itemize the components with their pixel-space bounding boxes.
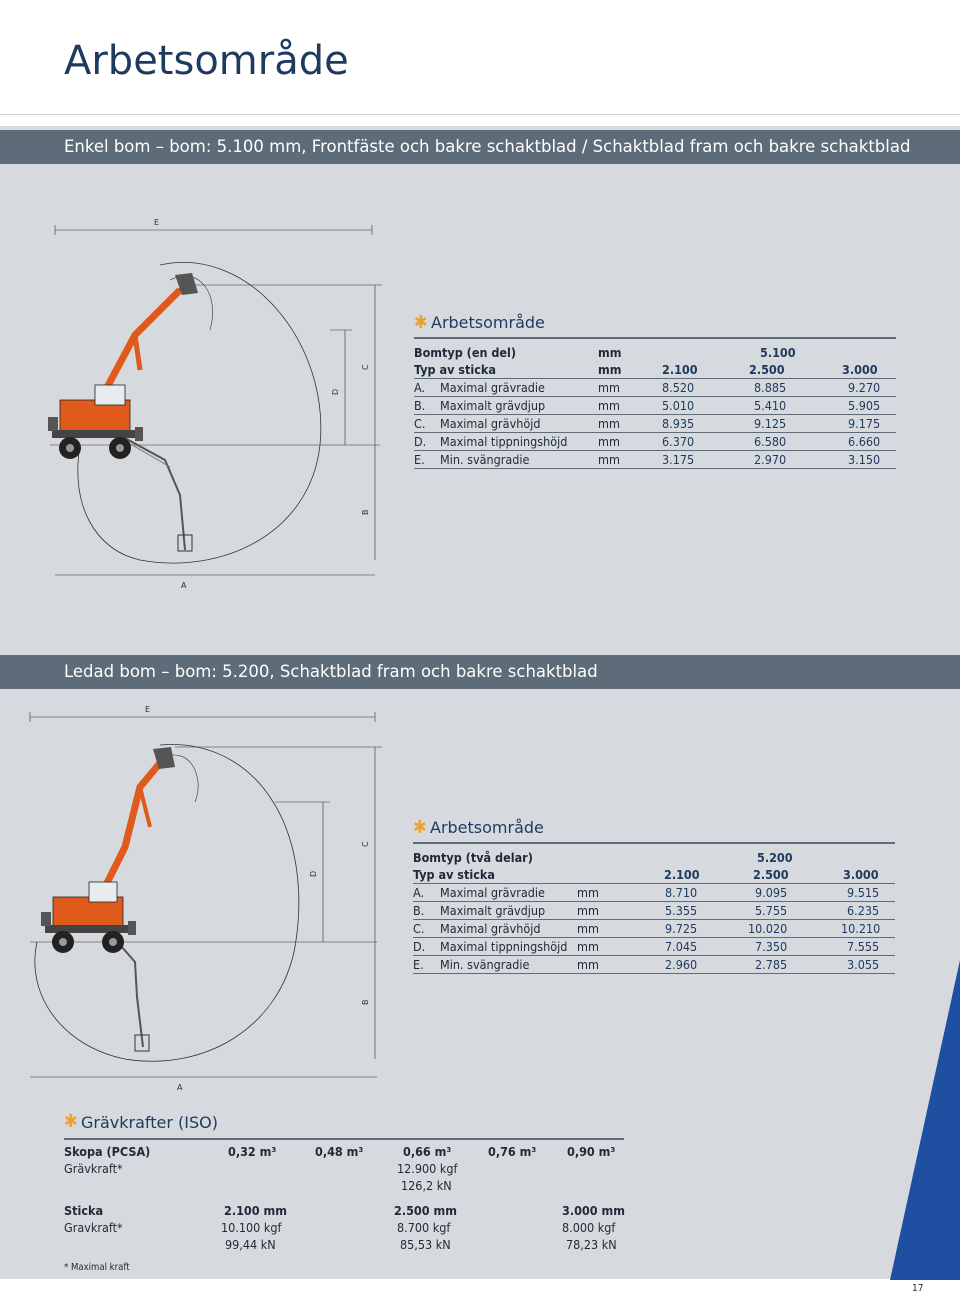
- digging-forces-rule: [64, 1138, 624, 1140]
- working-range-diagram-articulated-boom: [25, 697, 385, 1102]
- spec-row-b: [413, 902, 895, 920]
- spec-row-boom: [413, 849, 895, 866]
- spec-row-stick: [414, 361, 896, 379]
- spec-table-single-boom: [414, 313, 896, 469]
- row-letter: D.: [413, 939, 426, 954]
- stick-unit: mm: [598, 362, 622, 377]
- row-value: 8.710: [665, 885, 698, 900]
- stick-force-kn-row: [64, 1236, 624, 1253]
- row-value: 3.175: [662, 452, 695, 467]
- row-value: 8.935: [662, 416, 695, 431]
- bucket-size: 0,90 m³: [567, 1144, 616, 1159]
- row-value: 9.095: [755, 885, 788, 900]
- corner-accent-shape: [880, 960, 960, 1280]
- bucket-size: 0,76 m³: [488, 1144, 537, 1159]
- row-label: Maximalt grävdjup: [440, 398, 546, 413]
- stick-value: 2.500: [749, 362, 785, 377]
- dim-label-c: C: [361, 364, 370, 370]
- stick-force-kn: 85,53 kN: [400, 1237, 451, 1252]
- digging-forces-table: [64, 1112, 624, 1253]
- row-letter: C.: [413, 921, 425, 936]
- row-letter: E.: [414, 452, 425, 467]
- stick-size-row: [64, 1202, 624, 1219]
- bucket-force-kn-row: [64, 1177, 624, 1194]
- row-unit: mm: [598, 452, 620, 467]
- spec-row-a: [413, 884, 895, 902]
- row-letter: A.: [414, 380, 426, 395]
- row-letter: C.: [414, 416, 426, 431]
- row-unit: mm: [577, 939, 599, 954]
- row-label: Min. svängradie: [440, 957, 530, 972]
- row-value: 7.045: [665, 939, 698, 954]
- stick-size: 2.500 mm: [394, 1203, 457, 1218]
- excavator-range-drawing: [40, 205, 385, 605]
- spec-row-c: [413, 920, 895, 938]
- spec-row-e: [414, 451, 896, 469]
- row-value: 2.960: [665, 957, 698, 972]
- stick-force-kgf: 10.100 kgf: [221, 1220, 282, 1235]
- row-value: 6.235: [847, 903, 880, 918]
- boom-unit: mm: [598, 345, 622, 360]
- spec-heading-text: Arbetsområde: [430, 818, 544, 837]
- row-unit: mm: [598, 398, 620, 413]
- boom-value: 5.100: [760, 345, 796, 360]
- dim-label-c: C: [361, 841, 370, 847]
- stick-value: 2.100: [662, 362, 698, 377]
- bucket-size: 0,48 m³: [315, 1144, 364, 1159]
- row-value: 6.660: [848, 434, 881, 449]
- footnote: * Maximal kraft: [64, 1262, 130, 1273]
- row-value: 9.125: [754, 416, 787, 431]
- spec-heading-text: Arbetsområde: [431, 313, 545, 332]
- row-letter: E.: [413, 957, 424, 972]
- asterisk-icon: ✱: [414, 312, 428, 333]
- row-value: 7.350: [755, 939, 788, 954]
- section-bar-single-boom: [0, 130, 960, 164]
- page-number: 17: [912, 1283, 924, 1294]
- stick-force-kn: 78,23 kN: [566, 1237, 617, 1252]
- dim-label-d: D: [331, 388, 340, 395]
- row-value: 2.970: [754, 452, 787, 467]
- dim-label-a: A: [177, 1083, 183, 1092]
- row-letter: D.: [414, 434, 427, 449]
- row-value: 8.520: [662, 380, 695, 395]
- row-letter: A.: [413, 885, 425, 900]
- bucket-force-label: Grävkraft*: [64, 1161, 123, 1176]
- stick-size: 2.100 mm: [224, 1203, 287, 1218]
- row-unit: mm: [598, 416, 620, 431]
- row-value: 6.580: [754, 434, 787, 449]
- stick-value: 2.100: [664, 867, 700, 882]
- row-letter: B.: [413, 903, 425, 918]
- bucket-label: Skopa (PCSA): [64, 1144, 151, 1159]
- spec-row-b: [414, 397, 896, 415]
- row-value: 5.905: [848, 398, 881, 413]
- stick-type-label: Typ av sticka: [414, 362, 496, 377]
- row-value: 3.055: [847, 957, 880, 972]
- dim-label-e: E: [154, 218, 160, 227]
- row-value: 5.355: [665, 903, 698, 918]
- row-value: 6.370: [662, 434, 695, 449]
- row-unit: mm: [577, 885, 599, 900]
- row-value: 10.020: [748, 921, 788, 936]
- row-value: 5.410: [754, 398, 787, 413]
- stick-size: 3.000 mm: [562, 1203, 625, 1218]
- section-title-single-boom: Enkel bom – bom: 5.100 mm, Frontfäste och bakre schaktblad / Schaktblad fram och bakre schaktblad: [64, 137, 911, 156]
- stick-type-label: Typ av sticka: [413, 867, 495, 882]
- row-label: Maximalt grävdjup: [440, 903, 546, 918]
- spec-row-a: [414, 379, 896, 397]
- spec-row-d: [413, 938, 895, 956]
- spec-row-boom: [414, 344, 896, 361]
- row-label: Maximal grävhöjd: [440, 416, 541, 431]
- row-unit: mm: [577, 957, 599, 972]
- title-divider: [0, 114, 960, 115]
- spec-row-c: [414, 415, 896, 433]
- stick-force-kn: 99,44 kN: [225, 1237, 276, 1252]
- row-unit: mm: [577, 921, 599, 936]
- row-value: 7.555: [847, 939, 880, 954]
- row-label: Maximal tippningshöjd: [440, 939, 568, 954]
- stick-value: 3.000: [843, 867, 879, 882]
- boom-type-label: Bomtyp (två delar): [413, 850, 533, 865]
- page-title: Arbetsområde: [64, 38, 349, 84]
- spec-row-stick: [413, 866, 895, 884]
- section-title-articulated-boom: Ledad bom – bom: 5.200, Schaktblad fram och bakre schaktblad: [64, 662, 598, 681]
- bucket-force-kn: 126,2 kN: [401, 1178, 452, 1193]
- row-value: 2.785: [755, 957, 788, 972]
- dim-label-b: B: [361, 999, 370, 1005]
- bucket-size: 0,32 m³: [228, 1144, 277, 1159]
- row-label: Maximal grävradie: [440, 380, 545, 395]
- row-value: 3.150: [848, 452, 881, 467]
- row-value: 9.270: [848, 380, 881, 395]
- dim-label-b: B: [361, 509, 370, 515]
- stick-value: 2.500: [753, 867, 789, 882]
- section-bar-articulated-boom: [0, 655, 960, 689]
- stick-force-row: [64, 1219, 624, 1236]
- stick-force-label: Gravkraft*: [64, 1220, 123, 1235]
- working-range-diagram-single-boom: [40, 205, 385, 605]
- row-value: 8.885: [754, 380, 787, 395]
- row-value: 9.175: [848, 416, 881, 431]
- row-value: 5.755: [755, 903, 788, 918]
- boom-value: 5.200: [757, 850, 793, 865]
- excavator-range-drawing: [25, 697, 385, 1102]
- bucket-force-kgf: 12.900 kgf: [397, 1161, 458, 1176]
- row-value: 9.515: [847, 885, 880, 900]
- row-value: 10.210: [841, 921, 881, 936]
- spec-row-d: [414, 433, 896, 451]
- row-label: Maximal grävradie: [440, 885, 545, 900]
- dim-label-a: A: [181, 581, 187, 590]
- stick-value: 3.000: [842, 362, 878, 377]
- row-label: Maximal grävhöjd: [440, 921, 541, 936]
- asterisk-icon: ✱: [413, 817, 427, 838]
- row-unit: mm: [577, 903, 599, 918]
- bucket-size: 0,66 m³: [403, 1144, 452, 1159]
- row-value: 9.725: [665, 921, 698, 936]
- row-letter: B.: [414, 398, 426, 413]
- row-label: Maximal tippningshöjd: [440, 434, 568, 449]
- stick-force-kgf: 8.000 kgf: [562, 1220, 616, 1235]
- stick-force-kgf: 8.700 kgf: [397, 1220, 451, 1235]
- bucket-size-row: [64, 1143, 624, 1160]
- row-label: Min. svängradie: [440, 452, 530, 467]
- dim-label-d: D: [309, 870, 318, 877]
- stick-label: Sticka: [64, 1203, 104, 1218]
- bucket-force-row: [64, 1160, 624, 1177]
- spec-table-articulated-boom: [413, 818, 895, 974]
- asterisk-icon: ✱: [64, 1111, 78, 1132]
- digging-forces-title: Grävkrafter (ISO): [81, 1113, 218, 1132]
- digging-forces-heading: [64, 1112, 624, 1138]
- spec-heading-single: [414, 313, 896, 339]
- row-unit: mm: [598, 434, 620, 449]
- row-unit: mm: [598, 380, 620, 395]
- row-value: 5.010: [662, 398, 695, 413]
- dim-label-e: E: [145, 705, 151, 714]
- boom-type-label: Bomtyp (en del): [414, 345, 517, 360]
- spec-row-e: [413, 956, 895, 974]
- spec-heading-articulated: [413, 818, 895, 844]
